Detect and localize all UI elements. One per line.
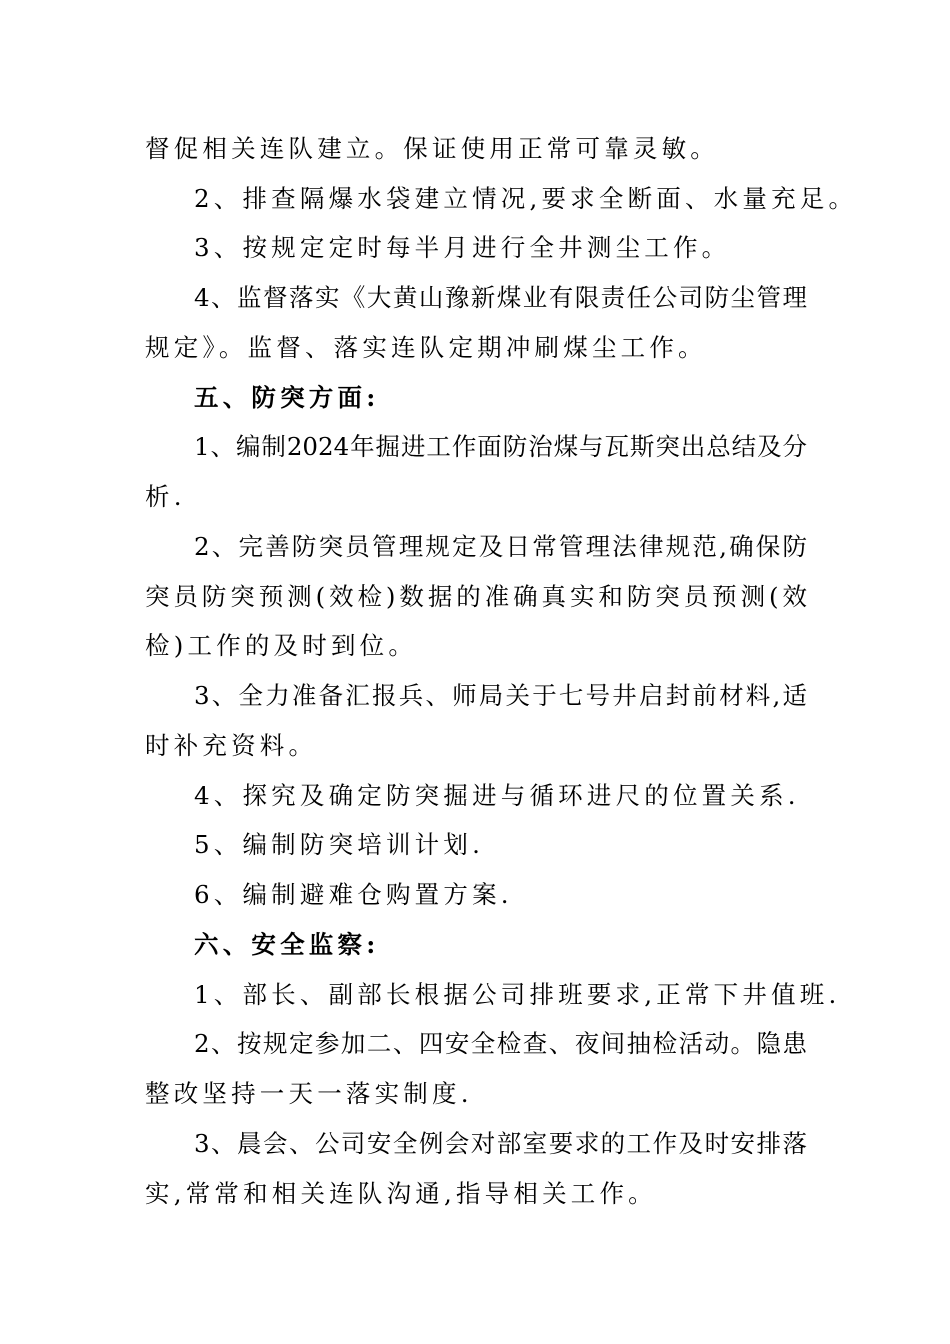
paragraph-line: 5、编制防突培训计划. [194, 830, 485, 859]
paragraph-line: 1、部长、副部长根据公司排班要求,正常下井值班. [194, 980, 841, 1009]
paragraph-line: 2、完善防突员管理规定及日常管理法律规范,确保防 [194, 532, 807, 561]
paragraph-line: 检)工作的及时到位。 [145, 631, 418, 660]
paragraph-line: 2、排查隔爆水袋建立情况,要求全断面、水量充足。 [194, 184, 858, 213]
paragraph-line: 1、编制2024年掘进工作面防治煤与瓦斯突出总结及分 [194, 432, 807, 461]
paragraph-line: 3、全力准备汇报兵、师局关于七号井启封前材料,适 [194, 681, 807, 710]
paragraph-line: 规定》。监督、落实连队定期冲刷煤尘工作。 [145, 333, 707, 362]
paragraph-line: 3、按规定定时每半月进行全井测尘工作。 [194, 233, 731, 262]
paragraph-line: 6、编制避难仓购置方案. [194, 880, 513, 909]
paragraph-line: 4、探究及确定防突掘进与循环进尺的位置关系. [194, 781, 800, 810]
paragraph-line: 析. [145, 482, 186, 511]
section-heading: 五、防突方面: [194, 383, 380, 412]
paragraph-line: 督促相关连队建立。保证使用正常可靠灵敏。 [145, 134, 719, 163]
section-heading: 六、安全监察: [194, 930, 380, 959]
paragraph-line: 2、按规定参加二、四安全检查、夜间抽检活动。隐患 [194, 1029, 807, 1058]
paragraph-line: 时补充资料。 [145, 731, 318, 760]
paragraph-line: 4、监督落实《大黄山豫新煤业有限责任公司防尘管理 [194, 283, 807, 312]
paragraph-line: 整改坚持一天一落实制度. [145, 1079, 473, 1108]
paragraph-line: 实,常常和相关连队沟通,指导相关工作。 [145, 1179, 657, 1208]
paragraph-line: 突员防突预测(效检)数据的准确真实和防突员预测(效 [145, 582, 807, 611]
paragraph-line: 3、晨会、公司安全例会对部室要求的工作及时安排落 [194, 1129, 807, 1158]
